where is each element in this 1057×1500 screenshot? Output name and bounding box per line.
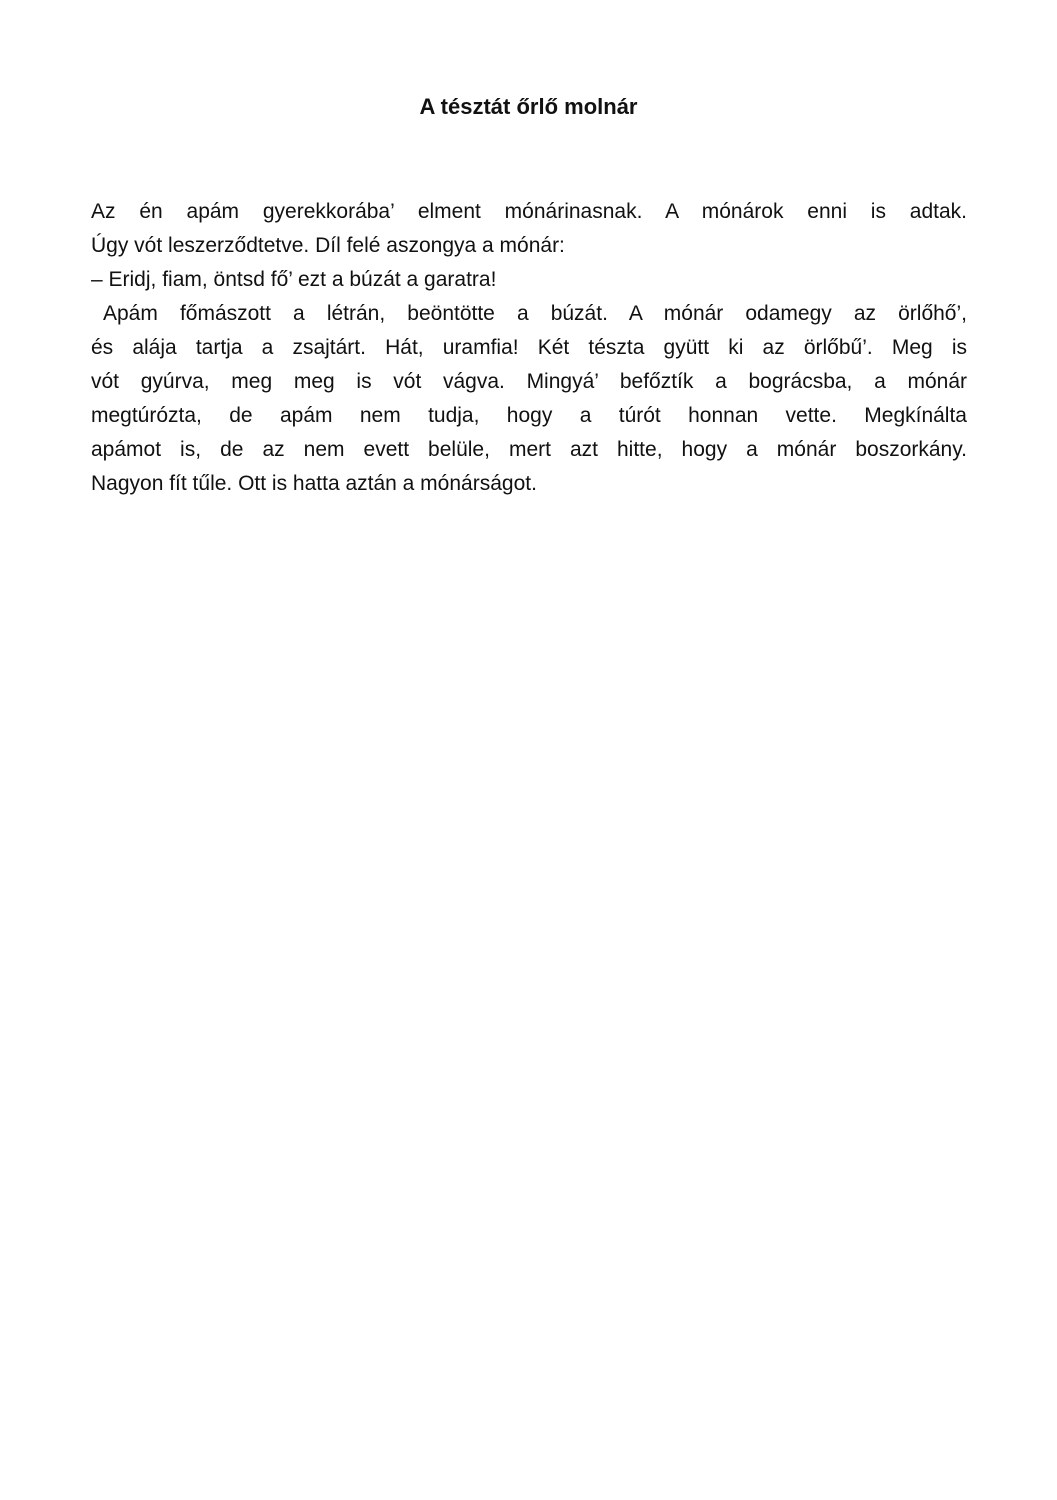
story-line-1: Az én apám gyerekkorába’ elment mónárinasnak. A mónárok enni is adtak. xyxy=(91,200,967,223)
story-line-8: apámot is, de az nem evett belüle, mert azt hitte, hogy a mónár boszorkány. xyxy=(91,438,967,461)
story-line-5: és alája tartja a zsajtárt. Hát, uramfia! Két tészta gyütt ki az örlőbű’. Meg is xyxy=(91,336,967,359)
story-line-7: megtúrózta, de apám nem tudja, hogy a túrót honnan vette. Megkínálta xyxy=(91,404,967,427)
story-line-9: Nagyon fít tűle. Ott is hatta aztán a mónárságot. xyxy=(91,472,537,495)
document-title: A tésztát őrlő molnár xyxy=(419,94,638,119)
story-line-2: Úgy vót leszerződtetve. Díl felé aszongya a mónár: xyxy=(91,234,565,257)
story-line-4: Apám főmászott a létrán, beöntötte a búzát. A mónár odamegy az örlőhő’, xyxy=(103,302,967,325)
story-line-6: vót gyúrva, meg meg is vót vágva. Mingyá’ befőztík a bográcsba, a mónár xyxy=(91,370,967,393)
story-line-3: – Eridj, fiam, öntsd fő’ ezt a búzát a garatra! xyxy=(91,268,497,291)
story-text xyxy=(91,195,967,501)
